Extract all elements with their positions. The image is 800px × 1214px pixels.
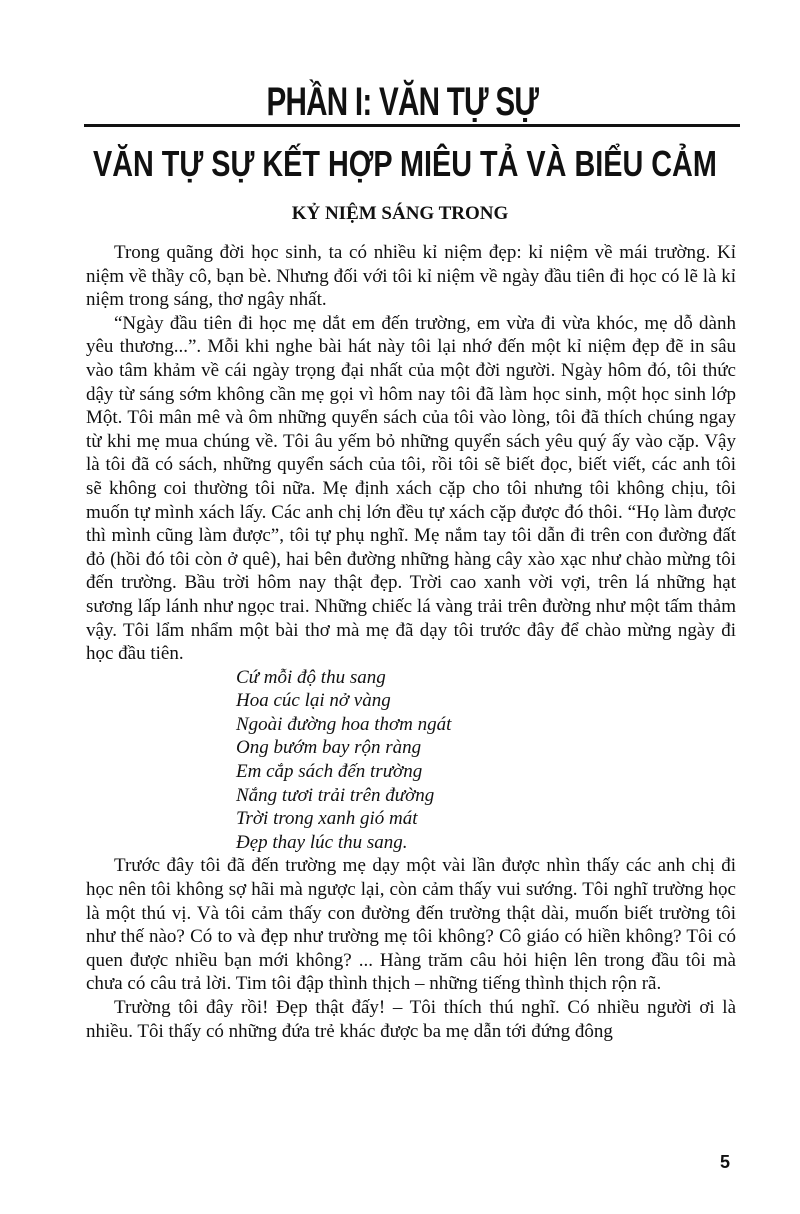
poem-line: Đẹp thay lúc thu sang. (236, 831, 408, 853)
poem-line: Trời trong xanh gió mát (236, 808, 418, 830)
poem-line: Ngoài đường hoa thơm ngát (236, 713, 452, 735)
section-title (0, 142, 800, 186)
poem-line: Em cắp sách đến trường (236, 761, 423, 783)
poem-line: Nắng tươi trải trên đường (236, 784, 435, 806)
poem (86, 666, 736, 855)
paragraph: Trước đây tôi đã đến trường mẹ dạy một vài lần được nhìn thấy các anh chị đi học nên tôi không sợ hãi mà ngược lại, còn cảm thấy vui sướng. Tôi nghĩ trường học là một thú vị. Và tôi cảm thấy con đường đến trường thật dài, muốn biết trường tôi như thế nào? Có to và đẹp như trường mẹ tôi không? Cô giáo có hiền không? Tôi có quen được nhiều bạn mới không? ... Hàng trăm câu hỏi hiện lên trong đầu tôi mà chưa có câu trả lời. Tim tôi đập thình thịch – những tiếng thình thịch rộn rã. (86, 855, 736, 995)
poem-line: Ong bướm bay rộn ràng (236, 737, 422, 759)
title-divider (84, 124, 740, 127)
page-number: 5 (719, 1152, 730, 1172)
paragraph: “Ngày đầu tiên đi học mẹ dắt em đến trường, em vừa đi vừa khóc, mẹ dỗ dành yêu thương...”. Mỗi khi nghe bài hát này tôi lại nhớ đến một kỉ niệm đẹp đẽ in sâu vào tâm khảm về cái ngày trọng đại nhất của một đời người. Ngày hôm đó, tôi thức dậy từ sáng sớm không cần mẹ gọi vì hôm nay tôi đã làm học sinh, một học sinh lớp Một. Tôi mân mê và ôm những quyển sách của tôi vào lòng, tôi đã thích chúng ngay từ khi mẹ mua chúng về. Tôi âu yếm bỏ những quyển sách yêu quý ấy vào cặp. Vậy là tôi đã có sách, những quyển sách của tôi, rồi tôi sẽ biết đọc, biết viết, các anh tôi sẽ không coi thường tôi nữa. Mẹ định xách cặp cho tôi nhưng tôi không chịu, tôi muốn tự mình xách lấy. Các anh chị lớn đều tự xách cặp được đó thôi. “Họ làm được thì mình cũng làm được”, tôi tự phụ nghĩ. Mẹ nắm tay tôi dẫn đi trên con đường đất đỏ (hồi đó tôi còn ở quê), hai bên đường những hàng cây xào xạc như chào mừng tôi đến trường. Bầu trời hôm nay thật đẹp. Trời cao xanh vời vợi, trên lá những hạt sương lấp lánh như ngọc trai. Những chiếc lá vàng trải trên đường như một tấm thảm vậy. Tôi lẩm nhẩm một bài thơ mà mẹ đã dạy tôi trước đây để chào mừng ngày đi học đầu tiên. (86, 312, 736, 665)
part-title: PHẦN I: VĂN TỰ SỰ (266, 80, 538, 124)
section-title-text: VĂN TỰ SỰ KẾT HỢP MIÊU TẢ VÀ BIỂU CẢM (93, 143, 717, 184)
article-body (86, 241, 736, 1043)
paragraph: Trong quãng đời học sinh, ta có nhiều kỉ niệm đẹp: kỉ niệm về mái trường. Kỉ niệm về thầy cô, bạn bè. Nhưng đối với tôi kỉ niệm về ngày đầu tiên đi học có lẽ là kỉ niệm trong sáng, thơ ngây nhất. (86, 242, 736, 311)
poem-line: Cứ mỗi độ thu sang (236, 666, 386, 688)
story-title: KỶ NIỆM SÁNG TRONG (291, 203, 509, 224)
paragraph: Trường tôi đây rồi! Đẹp thật đấy! – Tôi thích thú nghĩ. Có nhiều người ơi là nhiều. Tôi thấy có những đứa trẻ khác được ba mẹ dẫn tới đứng đông (86, 997, 736, 1042)
poem-line: Hoa cúc lại nở vàng (236, 690, 391, 712)
